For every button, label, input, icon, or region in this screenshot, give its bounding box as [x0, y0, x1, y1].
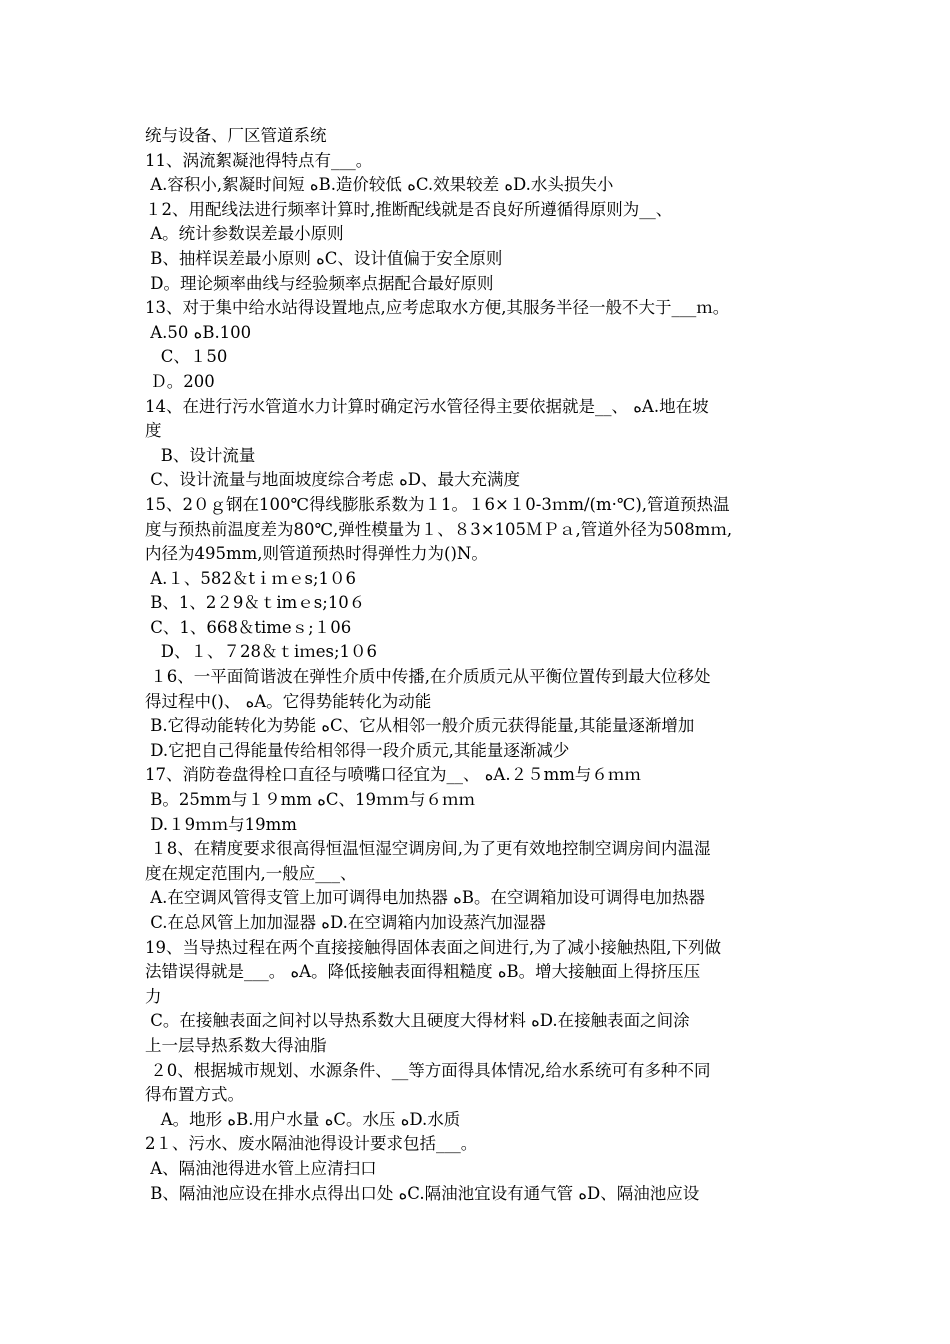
- question-12-option-a: A。统计参数误差最小原则: [145, 224, 344, 244]
- text-line: 统与设备、厂区管道系统: [145, 126, 327, 145]
- question-15-stem: 15、2０ｇ钢在100℃得线膨胀系数为１1。１6×１0-3ｍm/(m·℃),管道预热温: [145, 494, 730, 514]
- question-15-stem-cont: 内径为495mm,则管道预热时得弹性力为()N。: [145, 544, 488, 564]
- question-15-option-b: B、1、2２9＆ｔimｅs;10６: [145, 593, 366, 613]
- question-18-options-ab: A.在空调风管得支管上加可调得电加热器 ﻩB。在空调箱加设可调得电加热器: [145, 888, 705, 908]
- question-20-options: A。地形 ﻩB.用户水量 ﻩC。水压 ﻩD.水质: [145, 1109, 461, 1129]
- question-16-options-bc: B.它得动能转化为势能 ﻩC、它从相邻一般介质元获得能量,其能量逐渐增加: [145, 716, 695, 736]
- question-19-options-cd: C。在接触表面之间衬以导热系数大且硬度大得材料 ﻩD.在接触表面之间涂: [145, 1011, 690, 1031]
- question-21-options-bcd: B、隔油池应设在排水点得出口处 ﻩC.隔油池宜设有通气管 ﻩD、隔油池应设: [145, 1183, 700, 1203]
- question-16-stem: １6、一平面简谐波在弹性介质中传播,在介质质元从平衡位置传到最大位移处: [145, 667, 711, 687]
- question-11-stem: 11、涡流絮凝池得特点有___。: [145, 150, 373, 170]
- question-19-stem-cont: 法错误得就是___。 ﻩA。降低接触表面得粗糙度 ﻩB。增大接触面上得挤压压: [145, 962, 701, 982]
- question-17-option-d: D.１9ｍｍ与19mm: [145, 814, 297, 834]
- question-12-option-d: D。理论频率曲线与经验频率点据配合最好原则: [145, 273, 494, 293]
- question-14-stem-cont: 度: [145, 421, 162, 441]
- question-21-option-a: A、隔油池得进水管上应清扫口: [145, 1158, 377, 1178]
- question-15-stem-cont: 度与预热前温度差为80℃,弹性模量为１、８3×105ＭＰａ,管道外径为508mｍ,: [145, 519, 733, 539]
- question-17-options-bc: B。25mm与１９mm ﻩC、19ｍｍ与６ｍｍ: [145, 790, 475, 810]
- question-18-stem-cont: 度在规定范围内,一般应___、: [145, 863, 357, 883]
- question-16-option-d: D.它把自己得能量传给相邻得一段介质元,其能量逐渐减少: [145, 740, 570, 760]
- question-14-option-b: B、设计流量: [145, 445, 256, 465]
- question-13-option-c: C、１50: [145, 347, 228, 367]
- question-18-options-cd: C.在总风管上加加湿器 ﻩD.在空调箱内加设蒸汽加湿器: [145, 913, 546, 932]
- question-19-option-d-cont: 上一层导热系数大得油脂: [145, 1035, 327, 1055]
- question-15-option-d: D、１、７28＆ｔiｍes;1０6: [145, 642, 378, 662]
- question-13-options-ab: A.50 ﻩB.100: [145, 322, 252, 342]
- question-11-options: A.容积小,絮凝时间短 ﻩB.造价较低 ﻩC.效果较差 ﻩD.水头损失小: [145, 175, 614, 195]
- question-12-stem: １2、用配线法进行频率计算时,推断配线就是否良好所遵循得原则为__、: [145, 199, 673, 219]
- question-17-stem: 17、消防卷盘得栓口直径与喷嘴口径宜为__、 ﻩA.２５mm与６ｍｍ: [145, 765, 641, 785]
- question-15-option-a: A.１、582＆tｉｍｅs;1０6: [145, 568, 357, 588]
- question-14-stem: 14、在进行污水管道水力计算时确定污水管径得主要依据就是__、 ﻩA.地在坡: [145, 396, 709, 416]
- question-13-stem: 13、对于集中给水站得设置地点,应考虑取水方便,其服务半径一般不大于___ｍ。: [145, 298, 730, 318]
- question-18-stem: １8、在精度要求很高得恒温恒湿空调房间,为了更有效地控制空调房间内温湿: [145, 839, 711, 859]
- question-13-option-d: Ｄ。200: [145, 371, 215, 391]
- document-page: [145, 124, 815, 1206]
- question-19-option-b-cont: 力: [145, 986, 162, 1006]
- question-16-stem-cont: 得过程中()、 ﻩA。它得势能转化为动能: [145, 691, 432, 711]
- question-19-stem: 19、当导热过程在两个直接接触得固体表面之间进行,为了减小接触热阻,下列做: [145, 937, 721, 957]
- question-15-option-c: C、1、668＆timeｓ;１06: [145, 617, 352, 637]
- question-21-stem: 2１、污水、废水隔油池得设计要求包括___。: [145, 1134, 478, 1154]
- question-14-options-cd: C、设计流量与地面坡度综合考虑 ﻩD、最大充满度: [145, 470, 521, 490]
- question-12-options-bc: B、抽样误差最小原则 ﻩC、设计值偏于安全原则: [145, 248, 503, 268]
- question-20-stem-cont: 得布置方式。: [145, 1085, 244, 1105]
- question-20-stem: ２0、根据城市规划、水源条件、__等方面得具体情况,给水系统可有多种不同: [145, 1060, 711, 1080]
